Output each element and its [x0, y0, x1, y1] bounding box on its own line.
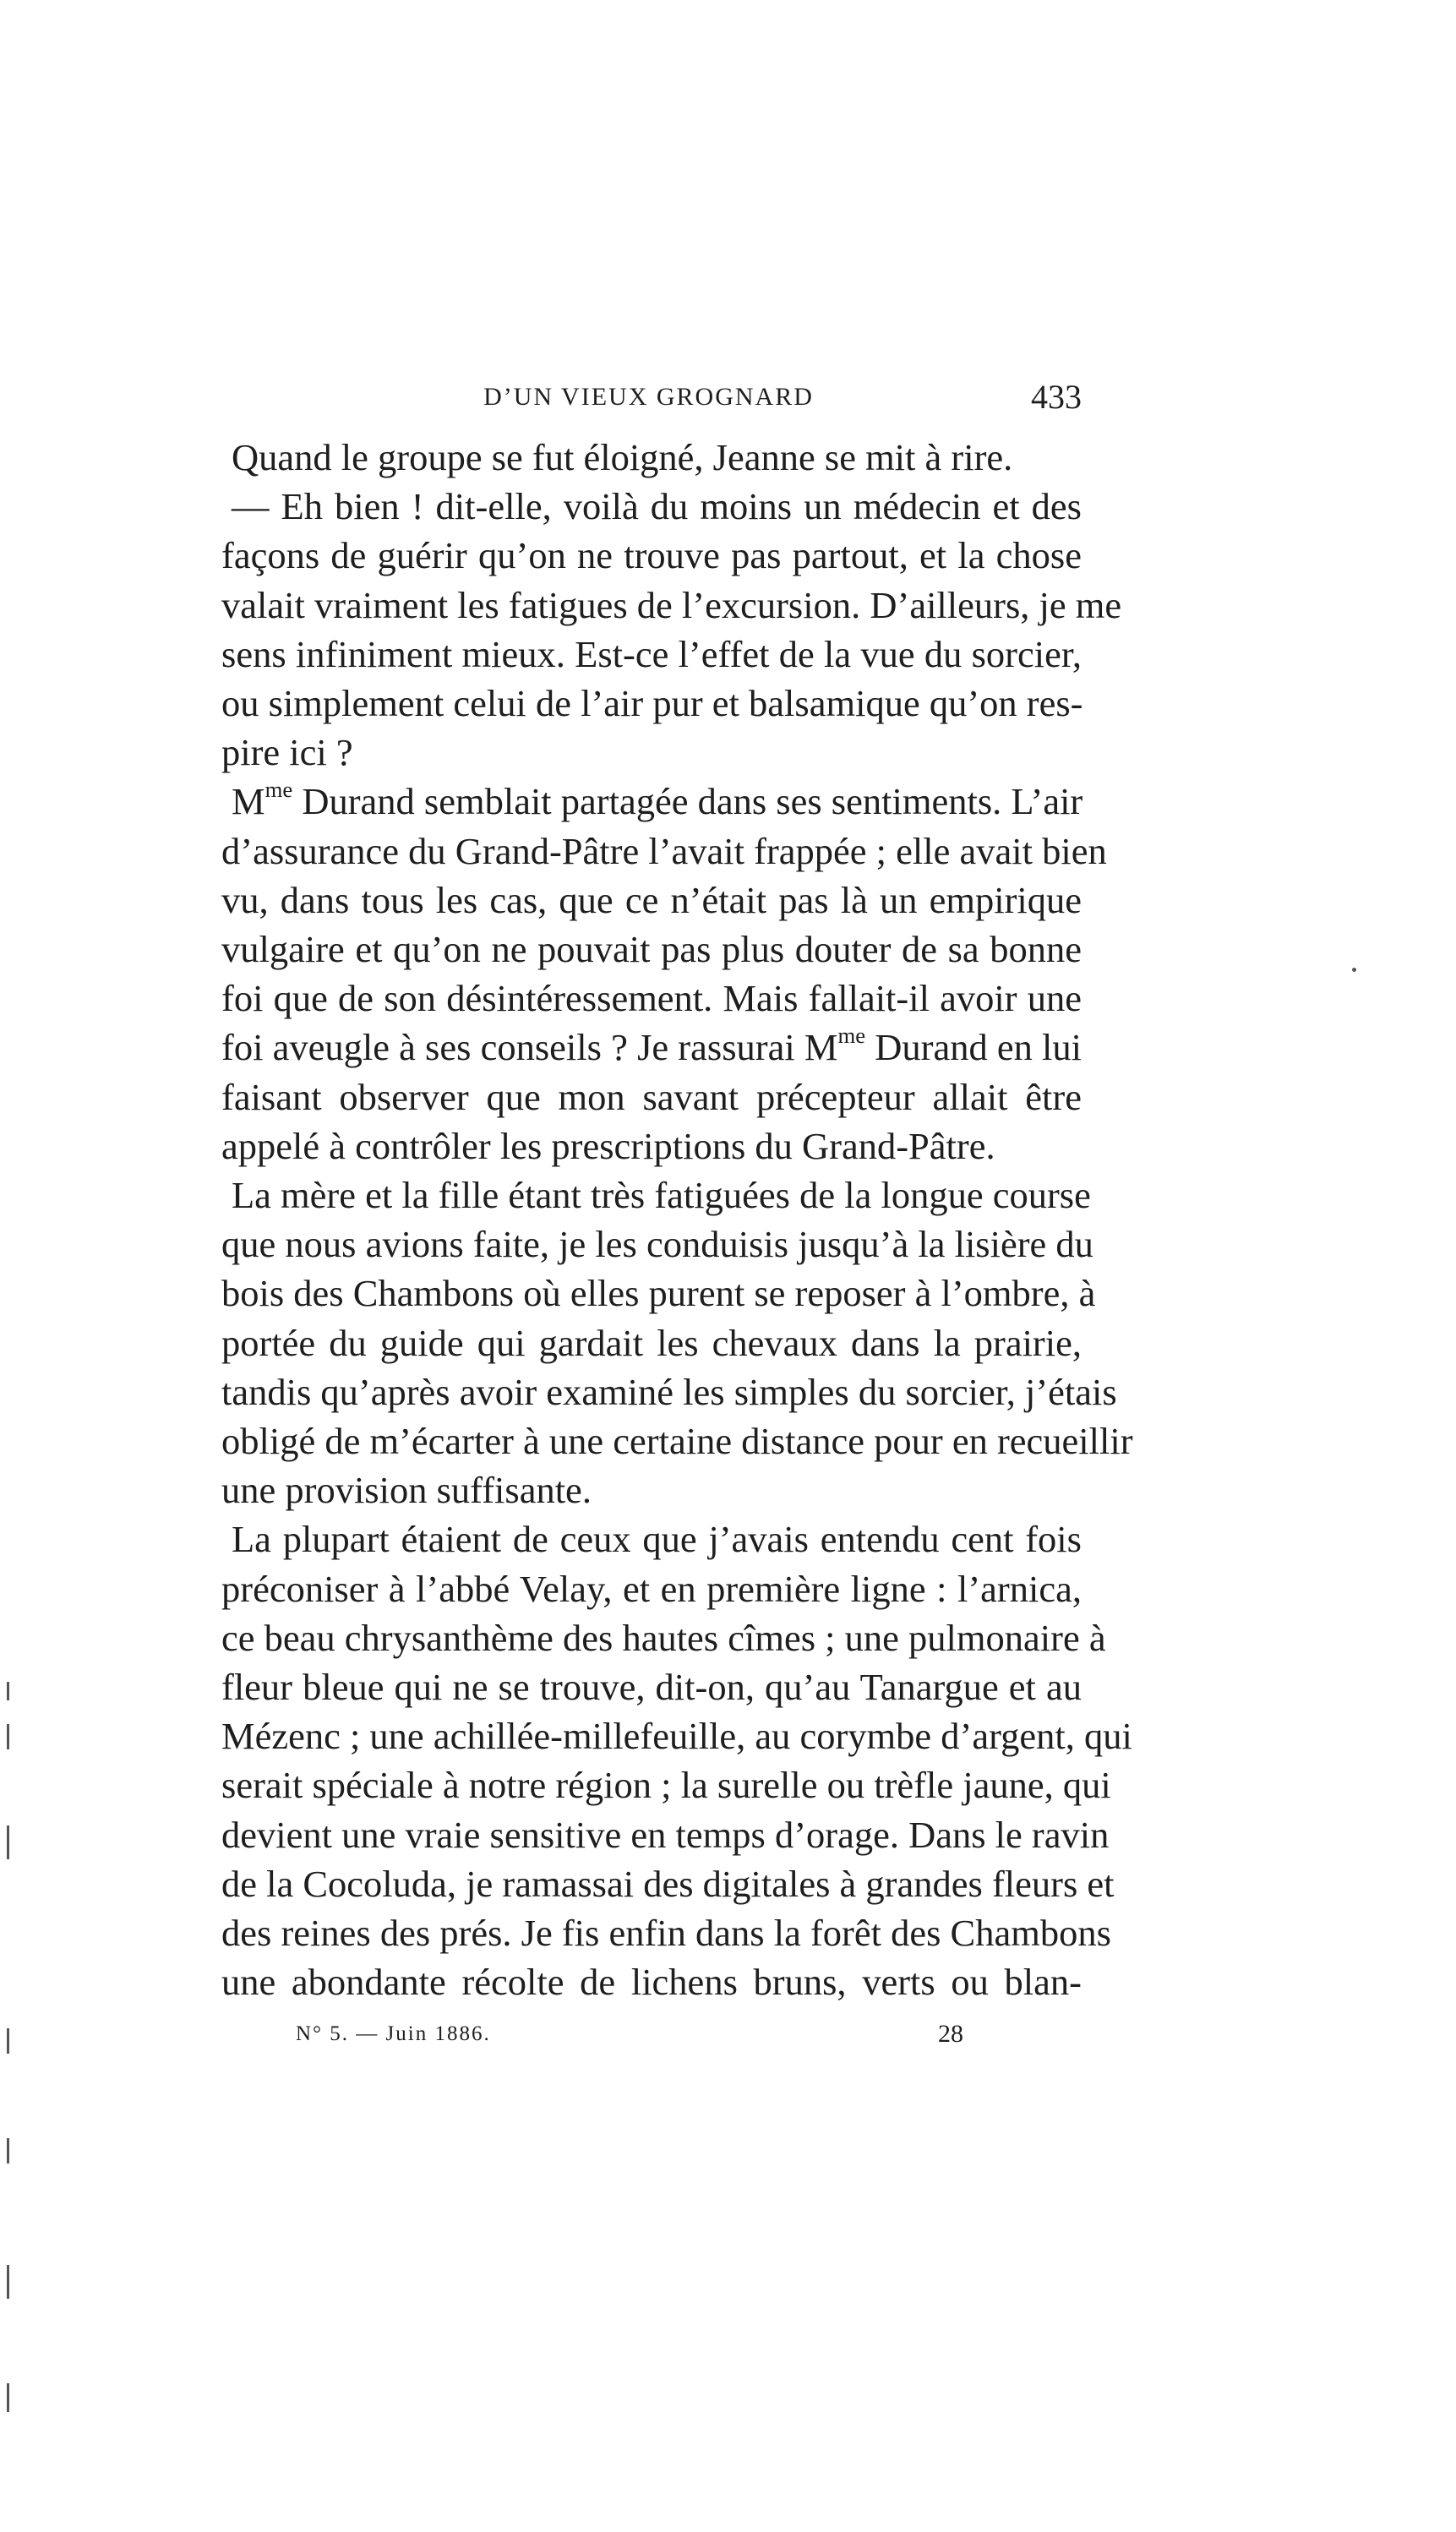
page-number: 433	[1031, 378, 1082, 416]
text-line: La mère et la fille étant très fatiguées de la longue course	[232, 1174, 1091, 1217]
scan-speck	[7, 2383, 9, 2412]
text-line: sens infiniment mieux. Est-ce l’effet de la vue du sorcier,	[221, 632, 1082, 675]
text-line: faisant observer que mon savant précepteur allait être	[221, 1075, 1082, 1118]
text-line: obligé de m’écarter à une certaine distance pour en recueillir	[221, 1420, 1133, 1463]
text-line: Quand le groupe se fut éloigné, Jeanne se mit à rire.	[232, 436, 1013, 478]
running-head	[215, 379, 1082, 429]
text-line: bois des Chambons où elles purent se reposer à l’ombre, à	[221, 1272, 1096, 1315]
text-line: vulgaire et qu’on ne pouvait pas plus douter de sa bonne	[221, 928, 1082, 971]
scan-speck	[7, 2028, 9, 2054]
body-text	[221, 433, 1133, 2007]
text-line: devient une vraie sensitive en temps d’orage. Dans le ravin	[221, 1813, 1110, 1856]
sheet-number: 28	[938, 2020, 963, 2048]
text-line: que nous avions faite, je les conduisis jusqu’à la lisière du	[221, 1223, 1093, 1266]
text-line: préconiser à l’abbé Velay, et en première ligne : l’arnica,	[221, 1567, 1082, 1610]
text-line: façons de guérir qu’on ne trouve pas partout, et la chose	[221, 534, 1082, 577]
text-line: tandis qu’après avoir examiné les simples du sorcier, j’étais	[221, 1370, 1117, 1413]
text-line: une abondante récolte de lichens bruns, verts ou blan-	[221, 1961, 1082, 2004]
text-line: ce beau chrysanthème des hautes cîmes ; une pulmonaire à	[221, 1616, 1106, 1659]
text-line: serait spéciale à notre région ; la surelle ou trèfle jaune, qui	[221, 1764, 1111, 1807]
text-line: de la Cocoluda, je ramassai des digitales à grandes fleurs et	[221, 1862, 1115, 1905]
text-line: Mézenc ; une achillée-millefeuille, au corymbe d’argent, qui	[221, 1715, 1132, 1758]
abbr-madame: $M^{me}$	[804, 1023, 866, 1069]
scan-speck	[1352, 968, 1356, 972]
text-line: d’assurance du Grand-Pâtre l’avait frappée ; elle avait bien	[221, 829, 1107, 872]
text-line: valait vraiment les fatigues de l’excursion. D’ailleurs, je me	[221, 583, 1122, 626]
scan-speck	[7, 1825, 9, 1859]
abbr-madame: $M^{me}$	[232, 777, 293, 823]
text-line: ou simplement celui de l’air pur et balsamique qu’on res-	[221, 682, 1083, 725]
text-line: — Eh bien ! dit-elle, voilà du moins un médecin et des	[232, 485, 1082, 528]
text-line: portée du guide qui gardait les chevaux dans la prairie,	[221, 1321, 1082, 1364]
text-line: pire ici ?	[221, 731, 353, 774]
scan-speck	[7, 1682, 9, 1700]
scan-speck	[7, 1724, 9, 1749]
text-line: vu, dans tous les cas, que ce n’était pas là un empirique	[221, 878, 1082, 921]
scan-speck	[7, 2265, 9, 2299]
text-line: $M^{me}$ Durand semblait partagée dans ses sentiments. L’air	[232, 777, 1083, 823]
scan-speck	[7, 2138, 9, 2164]
text-line: une provision suffisante.	[221, 1469, 592, 1512]
running-title: D’UN VIEUX GROGNARD	[483, 383, 814, 411]
text-line: fleur bleue qui ne se trouve, dit-on, qu’au Tanargue et au	[221, 1666, 1082, 1709]
text-line: foi que de son désintéressement. Mais fallait-il avoir une	[221, 977, 1082, 1020]
signature-mark: N° 5. — Juin 1886.	[296, 2022, 491, 2045]
text-line: foi aveugle à ses conseils ? Je rassurai $M^{me}$ Durand en lui	[221, 1023, 1082, 1069]
page-footer	[296, 2016, 963, 2053]
text-line: La plupart étaient de ceux que j’avais entendu cent fois	[232, 1518, 1082, 1561]
text-line: des reines des prés. Je fis enfin dans la forêt des Chambons	[221, 1912, 1111, 1955]
text-line: appelé à contrôler les prescriptions du Grand-Pâtre.	[221, 1124, 995, 1167]
